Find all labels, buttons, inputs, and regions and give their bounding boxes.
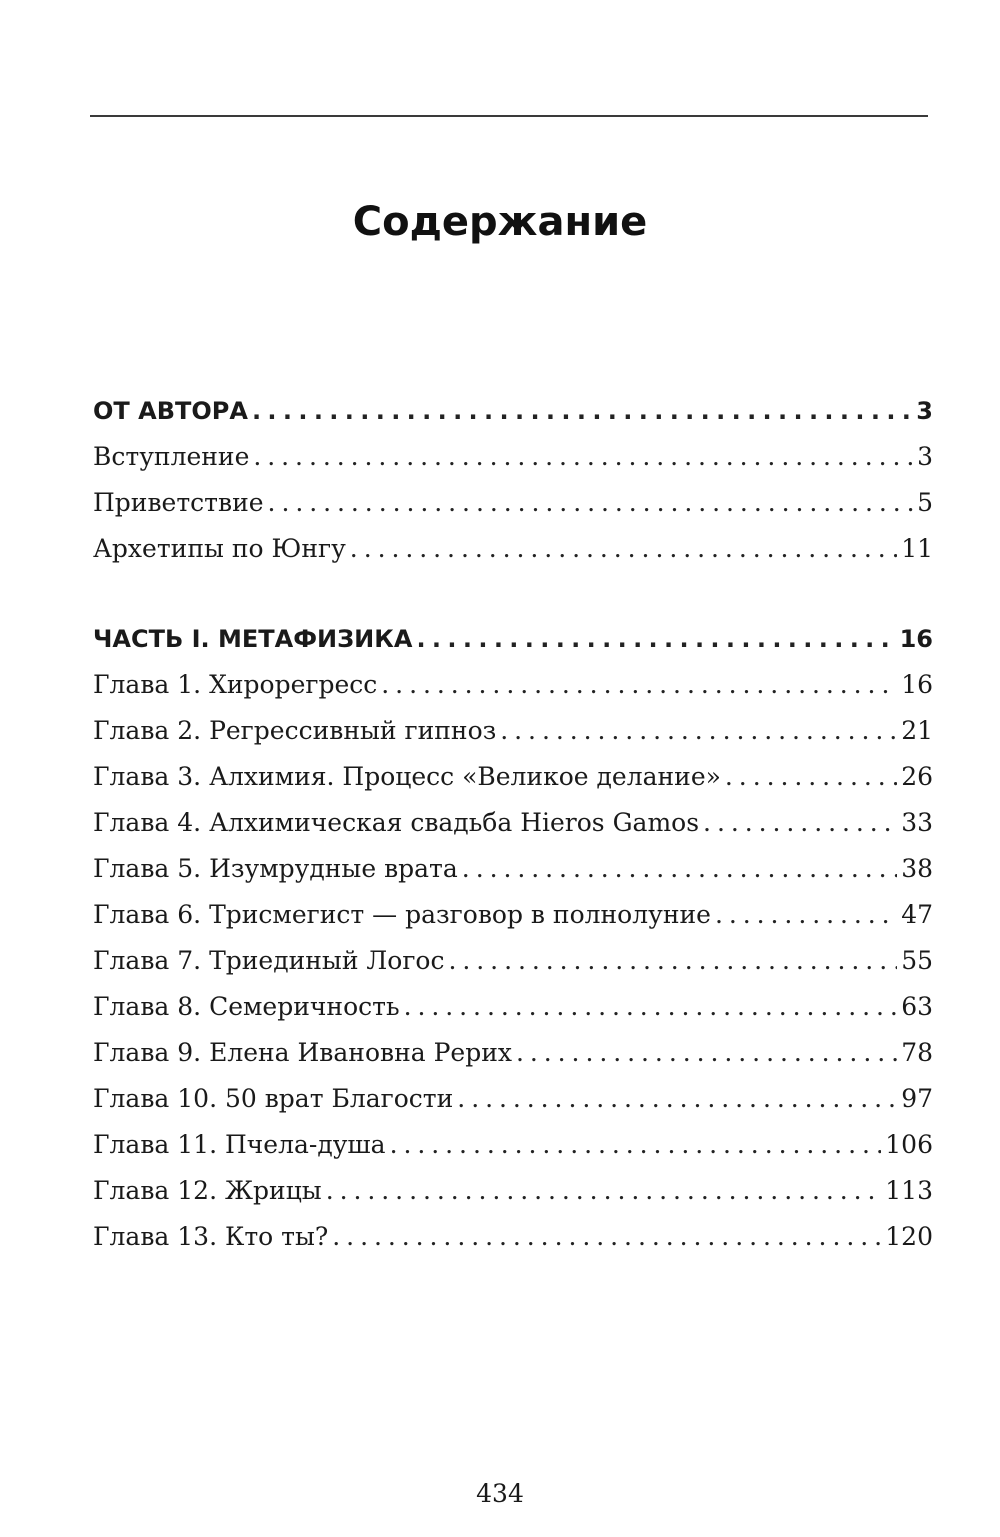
toc-item-label: Глава 11. Пчела-душа <box>93 1130 386 1159</box>
toc-item-page: 3 <box>917 442 933 471</box>
page-title: Содержание <box>352 199 648 245</box>
toc-item-label: Приветствие <box>93 488 264 517</box>
toc-item-label: Вступление <box>93 442 250 471</box>
toc-item[interactable] <box>93 480 933 526</box>
toc-item-page: 106 <box>885 1130 933 1159</box>
toc-item-page: 11 <box>901 534 933 563</box>
toc-item-page: 26 <box>901 762 933 791</box>
toc-item[interactable] <box>93 1122 933 1168</box>
dot-leader <box>404 984 898 1030</box>
toc-item-label: Архетипы по Юнгу <box>93 534 346 563</box>
toc-item[interactable] <box>93 892 933 938</box>
dot-leader <box>725 754 897 800</box>
toc-item-page: 63 <box>901 992 933 1021</box>
toc-item-label: Глава 5. Изумрудные врата <box>93 854 458 883</box>
dot-leader <box>416 616 895 662</box>
toc-item[interactable] <box>93 754 933 800</box>
toc-item-page: 38 <box>901 854 933 883</box>
toc-item-label: Глава 4. Алхимическая свадьба Hieros Gamos <box>93 808 700 837</box>
toc-item-page: 120 <box>885 1222 933 1251</box>
toc-item[interactable] <box>93 708 933 754</box>
toc-section-part-1 <box>93 616 933 1260</box>
dot-leader <box>500 708 897 754</box>
dot-leader <box>715 892 897 938</box>
top-rule <box>90 115 928 117</box>
toc-heading-page: 16 <box>899 625 933 653</box>
toc-item-label: Глава 8. Семеричность <box>93 992 400 1021</box>
toc-item-label: Глава 3. Алхимия. Процесс «Великое делание» <box>93 762 721 791</box>
toc-heading[interactable] <box>93 388 933 434</box>
dot-leader <box>253 434 913 480</box>
toc-item-page: 5 <box>917 488 933 517</box>
toc-item[interactable] <box>93 800 933 846</box>
toc-item[interactable] <box>93 434 933 480</box>
dot-leader <box>449 938 898 984</box>
toc-item-label: Глава 12. Жрицы <box>93 1176 322 1205</box>
toc-item[interactable] <box>93 984 933 1030</box>
toc-item-label: Глава 6. Трисмегист — разговор в полнолуние <box>93 900 711 929</box>
toc-item-page: 113 <box>885 1176 933 1205</box>
dot-leader <box>381 662 897 708</box>
toc-item[interactable] <box>93 1030 933 1076</box>
toc-item-page: 21 <box>901 716 933 745</box>
dot-leader <box>332 1214 881 1260</box>
toc-item-label: Глава 9. Елена Ивановна Рерих <box>93 1038 512 1067</box>
toc-item-label: Глава 10. 50 врат Благости <box>93 1084 454 1113</box>
toc-item[interactable] <box>93 662 933 708</box>
toc-heading-page: 3 <box>916 397 933 425</box>
toc-item[interactable] <box>93 1168 933 1214</box>
dot-leader <box>457 1076 897 1122</box>
toc-item-label: Глава 1. Хирорегресс <box>93 670 378 699</box>
dot-leader <box>268 480 914 526</box>
toc-item-label: Глава 2. Регрессивный гипноз <box>93 716 497 745</box>
toc-item-label: Глава 13. Кто ты? <box>93 1222 329 1251</box>
toc-item[interactable] <box>93 846 933 892</box>
toc-item-page: 78 <box>901 1038 933 1067</box>
dot-leader <box>390 1122 882 1168</box>
toc-item[interactable] <box>93 1214 933 1260</box>
toc-heading[interactable] <box>93 616 933 662</box>
toc-item[interactable] <box>93 938 933 984</box>
toc-item[interactable] <box>93 1076 933 1122</box>
toc-heading-label: ЧАСТЬ I. МЕТАФИЗИКА <box>93 625 413 653</box>
toc-item-page: 33 <box>901 808 933 837</box>
dot-leader <box>516 1030 897 1076</box>
page-number: 434 <box>476 1479 524 1508</box>
dot-leader <box>350 526 897 572</box>
toc-item[interactable] <box>93 526 933 572</box>
toc-item-page: 55 <box>901 946 933 975</box>
dot-leader <box>703 800 897 846</box>
dot-leader <box>326 1168 882 1214</box>
toc-item-label: Глава 7. Триединый Логос <box>93 946 445 975</box>
toc-section-author <box>93 388 933 572</box>
dot-leader <box>252 388 912 434</box>
toc-item-page: 16 <box>901 670 933 699</box>
toc-item-page: 97 <box>901 1084 933 1113</box>
toc-heading-label: ОТ АВТОРА <box>93 397 248 425</box>
dot-leader <box>462 846 897 892</box>
toc-item-page: 47 <box>901 900 933 929</box>
